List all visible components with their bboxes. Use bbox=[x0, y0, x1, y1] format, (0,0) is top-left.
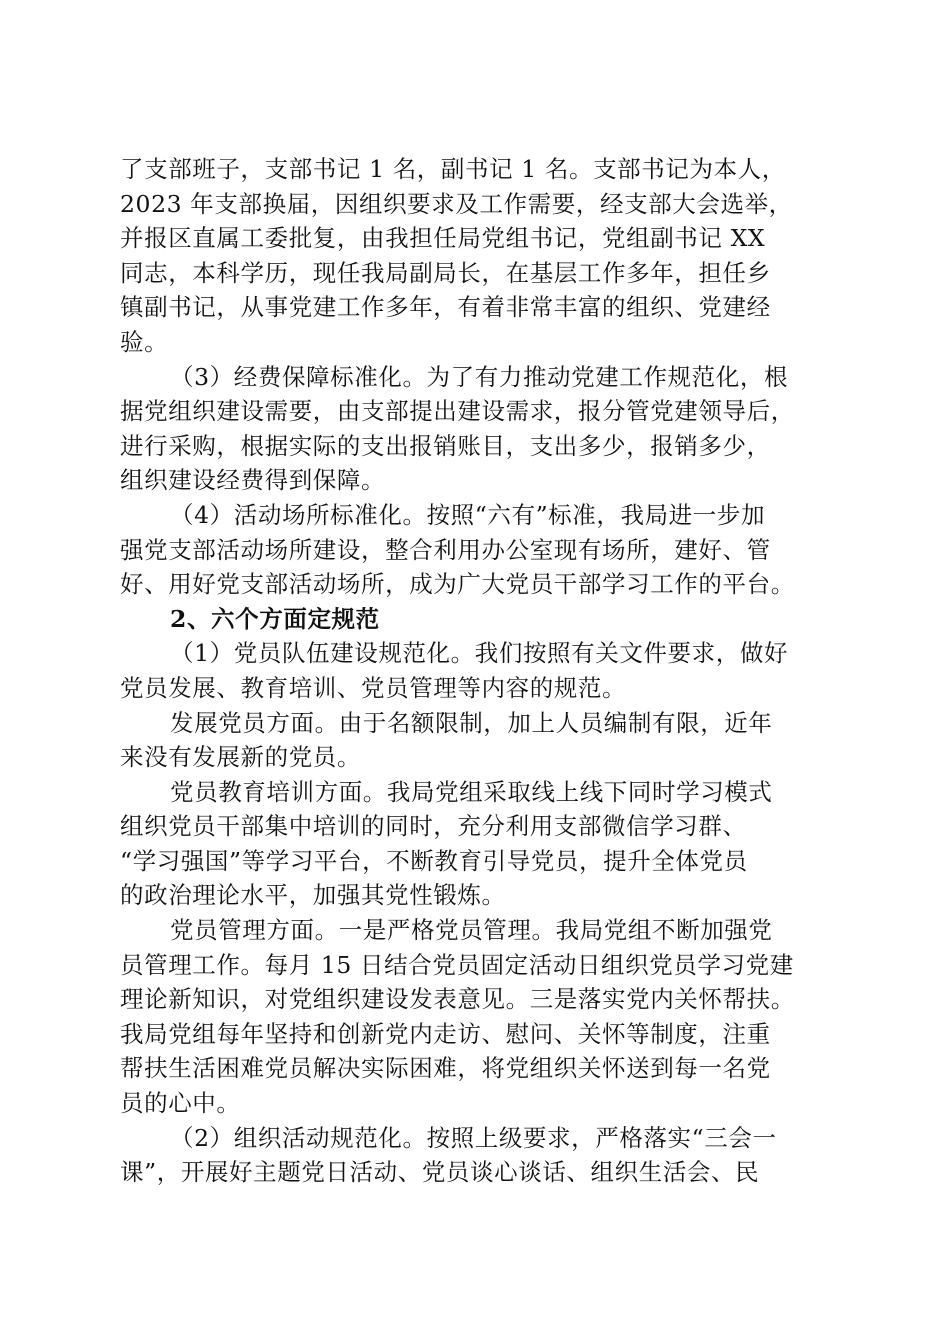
text-line: 理论新知识，对党组织建设发表意见。三是落实党内关怀帮扶。 bbox=[120, 985, 795, 1014]
section-heading: 2、六个方面定规范 bbox=[170, 604, 380, 633]
text-line: 进行采购，根据实际的支出报销账目，支出多少，报销多少， bbox=[120, 431, 771, 460]
text-line: 2023 年支部换届，因组织要求及工作需要，经支部大会选举， bbox=[120, 189, 793, 218]
text-line: “学习强国”等学习平台，不断教育引导党员，提升全体党员 bbox=[120, 846, 748, 875]
text-line: 镇副书记，从事党建工作多年，有着非常丰富的组织、党建经 bbox=[120, 293, 771, 322]
text-line: 组织建设经费得到保障。 bbox=[120, 466, 386, 495]
text-line: 来没有发展新的党员。 bbox=[120, 743, 361, 772]
text-line: 的政治理论水平，加强其党性锻炼。 bbox=[120, 881, 506, 910]
text-line: 帮扶生活困难党员解决实际困难，将党组织关怀送到每一名党 bbox=[120, 1054, 771, 1083]
text-line: 验。 bbox=[120, 327, 169, 356]
text-line: 组织党员干部集中培训的同时，充分利用支部微信学习群、 bbox=[120, 812, 747, 841]
document-body bbox=[120, 152, 832, 1190]
text-line: 党员发展、教育培训、党员管理等内容的规范。 bbox=[120, 673, 627, 702]
paragraph-start-line: 党员管理方面。一是严格党员管理。我局党组不断加强党 bbox=[170, 916, 773, 945]
text-line: 员的心中。 bbox=[120, 1089, 241, 1118]
text-line: 了支部班子，支部书记 1 名，副书记 1 名。支部书记为本人， bbox=[120, 155, 786, 183]
text-line: 课”，开展好主题党日活动、党员谈心谈话、组织生活会、民 bbox=[120, 1158, 760, 1187]
text-line: 好、用好党支部活动场所，成为广大党员干部学习工作的平台。 bbox=[120, 570, 795, 599]
text-line: 员管理工作。每月 15 日结合党员固定活动日组织党员学习党建 bbox=[120, 950, 794, 979]
text-line: 据党组织建设需要，由支部提出建设需求，报分管党建领导后， bbox=[120, 397, 795, 426]
paragraph-start-line: 党员教育培训方面。我局党组采取线上线下同时学习模式 bbox=[170, 777, 773, 806]
paragraph-start-line: 发展党员方面。由于名额限制，加上人员编制有限，近年 bbox=[170, 708, 773, 737]
paragraph-start-line: （1）党员队伍建设规范化。我们按照有关文件要求，做好 bbox=[170, 639, 789, 668]
text-line: 强党支部活动场所建设，整合利用办公室现有场所，建好、管 bbox=[120, 535, 771, 564]
text-line: 同志，本科学历，现任我局副局长，在基层工作多年，担任乡 bbox=[120, 258, 771, 287]
paragraph-start-line: （3）经费保障标准化。为了有力推动党建工作规范化，根 bbox=[170, 362, 789, 391]
text-line: 我局党组每年坚持和创新党内走访、慰问、关怀等制度，注重 bbox=[120, 1019, 771, 1048]
text-line: 并报区直属工委批复，由我担任局党组书记，党组副书记 XX bbox=[120, 224, 766, 253]
paragraph-start-line: （2）组织活动规范化。按照上级要求，严格落实“三会一 bbox=[170, 1123, 777, 1152]
paragraph-start-line: （4）活动场所标准化。按照“六有”标准，我局进一步加 bbox=[170, 500, 766, 529]
